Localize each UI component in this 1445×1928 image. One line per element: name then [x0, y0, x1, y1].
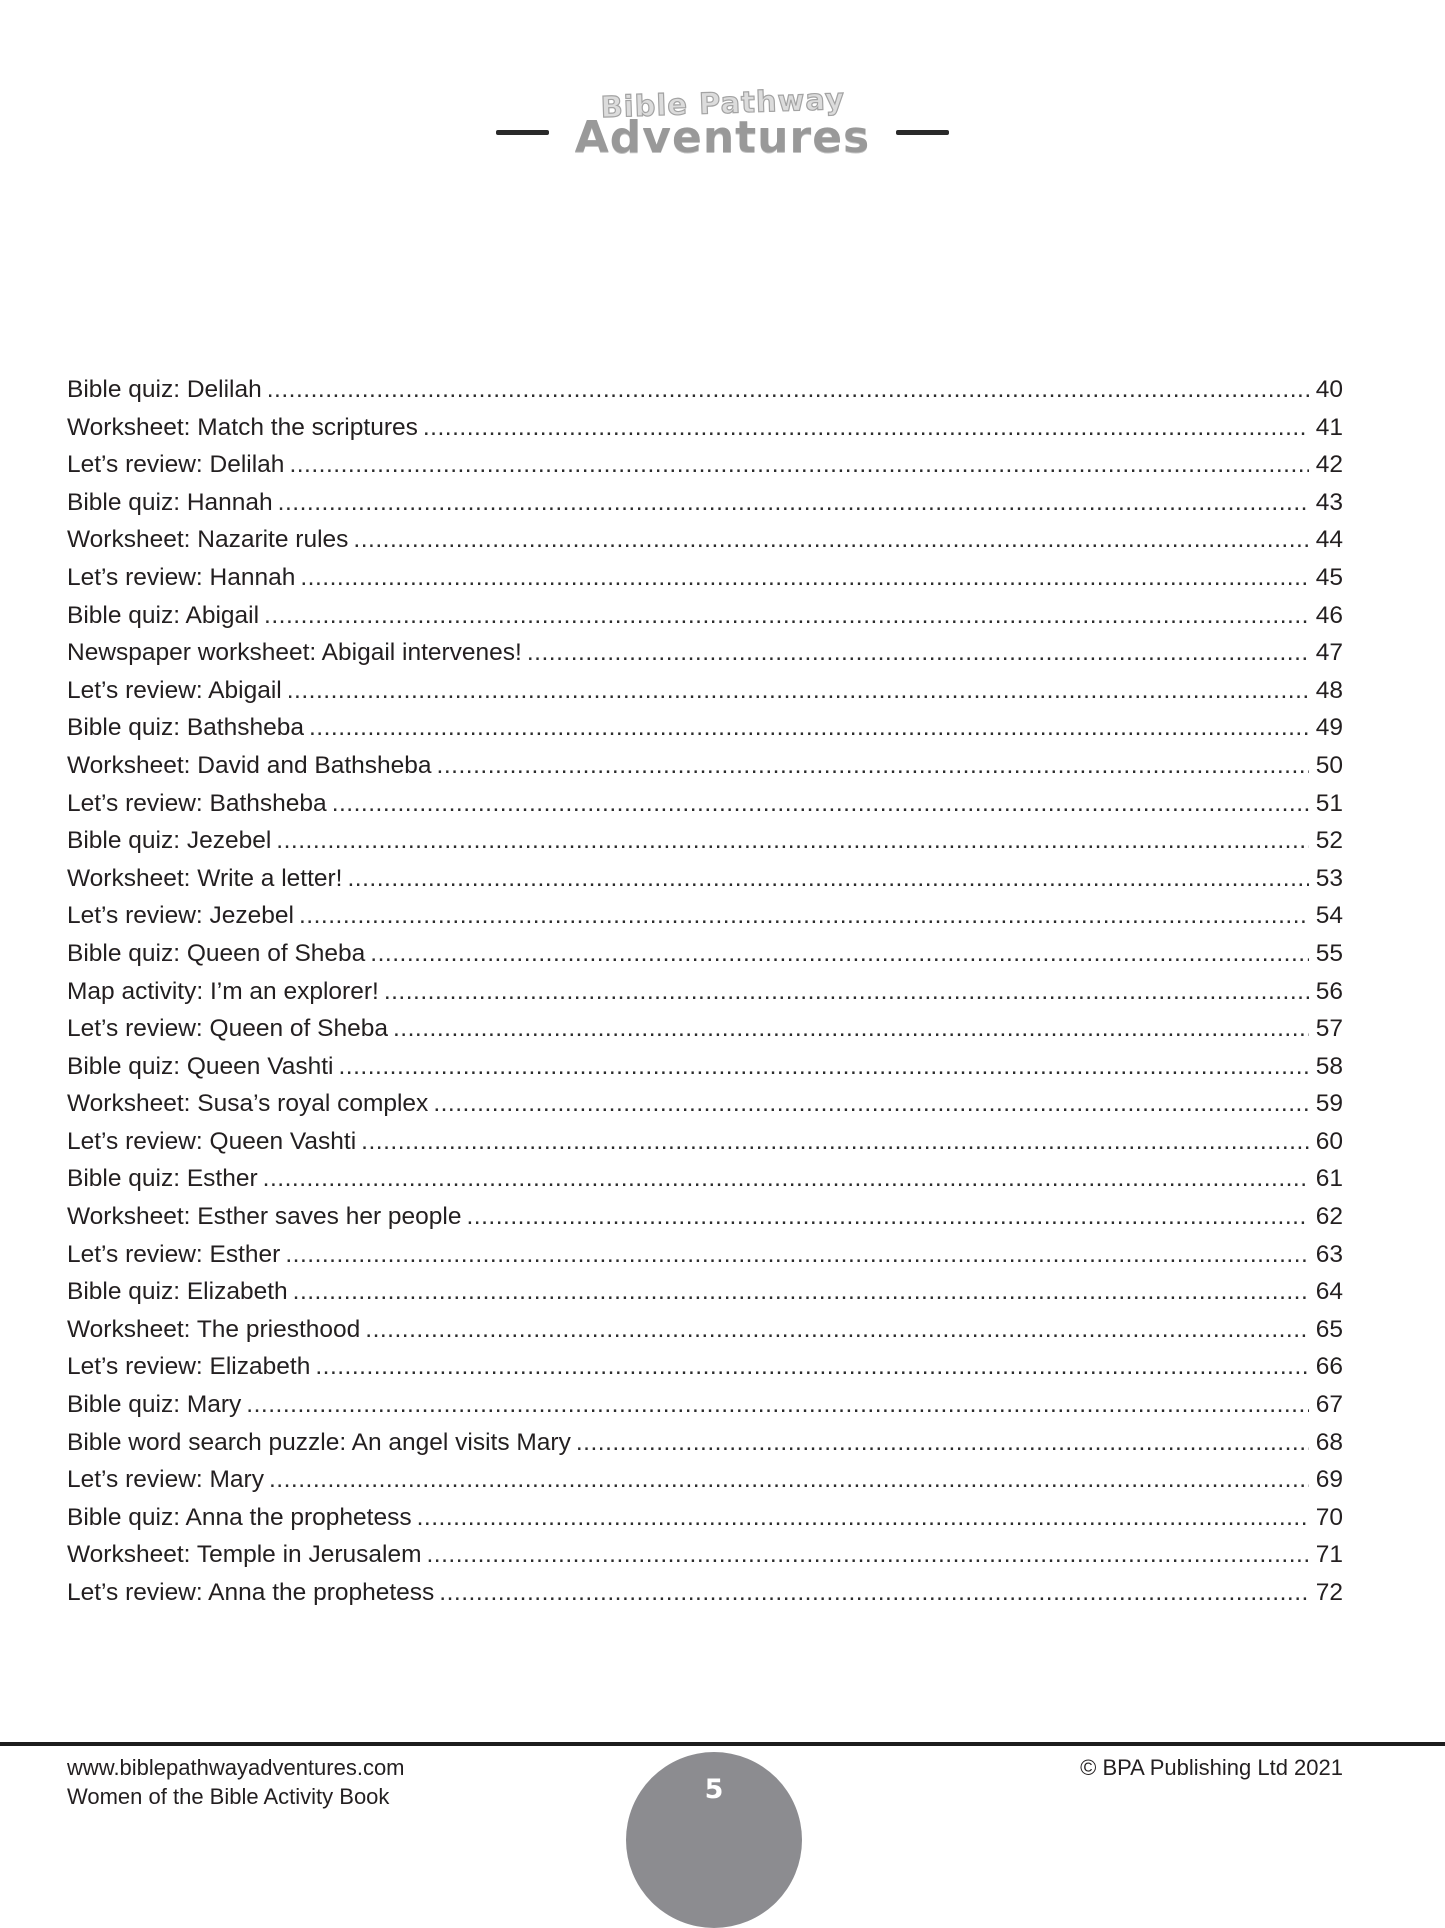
toc-entry — [67, 1311, 1343, 1349]
toc-entry — [67, 1386, 1343, 1424]
toc-entry — [67, 1424, 1343, 1462]
toc-entry-page: 41 — [1315, 413, 1343, 441]
toc-entry-page: 67 — [1315, 1391, 1343, 1419]
toc-entry-page: 57 — [1315, 1015, 1343, 1043]
toc-entry-title: Bible quiz: Queen Vashti — [67, 1052, 334, 1080]
toc-entry-page: 48 — [1315, 676, 1343, 704]
toc-entry-page: 51 — [1315, 789, 1343, 817]
toc-entry — [67, 897, 1343, 935]
toc-entry-title: Let’s review: Jezebel — [67, 902, 294, 930]
dot-leader — [365, 1311, 1308, 1349]
toc-entry-title: Let’s review: Bathsheba — [67, 789, 327, 817]
toc-entry-page: 72 — [1315, 1579, 1343, 1606]
dot-leader — [437, 747, 1309, 785]
footer-copyright: © BPA Publishing Ltd 2021 — [1080, 1755, 1343, 1780]
dot-leader — [278, 484, 1309, 522]
dot-leader — [439, 1574, 1308, 1612]
toc-entry-title: Worksheet: Nazarite rules — [67, 526, 349, 554]
dot-leader — [339, 1048, 1309, 1086]
toc-entry-page: 60 — [1315, 1127, 1343, 1155]
dot-leader — [353, 521, 1308, 559]
toc-entry-title: Bible quiz: Abigail — [67, 601, 260, 629]
toc-entry-page: 43 — [1315, 488, 1343, 516]
logo-line2: Adventures — [574, 112, 871, 163]
toc-entry-title: Let’s review: Hannah — [67, 563, 296, 591]
toc-entry-page: 40 — [1315, 376, 1343, 403]
toc-entry — [67, 785, 1343, 823]
dot-leader — [370, 935, 1308, 973]
logo-text — [574, 81, 871, 163]
toc-entry-page: 70 — [1315, 1503, 1343, 1531]
toc-entry-page: 59 — [1315, 1090, 1343, 1118]
toc-entry-page: 56 — [1315, 977, 1343, 1005]
toc-entry-page: 47 — [1315, 639, 1343, 667]
dot-leader — [427, 1536, 1309, 1574]
toc-entry — [67, 1160, 1343, 1198]
logo-dash-left — [496, 130, 549, 135]
toc-entry-title: Let’s review: Delilah — [67, 451, 285, 479]
toc-entry-title: Let’s review: Abigail — [67, 676, 282, 704]
toc-entry-page: 68 — [1315, 1428, 1343, 1456]
toc-entry-title: Worksheet: Esther saves her people — [67, 1203, 462, 1231]
toc-entry-title: Bible quiz: Anna the prophetess — [67, 1503, 412, 1531]
dot-leader — [384, 973, 1309, 1011]
toc-entry — [67, 1085, 1343, 1123]
toc-entry-title: Worksheet: Match the scriptures — [67, 413, 418, 441]
footer-website: www.biblepathwayadventures.com — [67, 1755, 405, 1780]
dot-leader — [246, 1386, 1308, 1424]
toc-entry-title: Let’s review: Queen Vashti — [67, 1127, 357, 1155]
toc-entry-title: Let’s review: Mary — [67, 1466, 264, 1494]
dot-leader — [348, 860, 1309, 898]
toc-entry — [67, 1574, 1343, 1612]
toc-entry-title: Let’s review: Esther — [67, 1240, 281, 1268]
toc-entry-page: 45 — [1315, 563, 1343, 591]
toc-entry-page: 53 — [1315, 864, 1343, 892]
dot-leader — [289, 446, 1308, 484]
dot-leader — [576, 1424, 1309, 1462]
dot-leader — [267, 371, 1309, 409]
footer-rule — [0, 1742, 1445, 1746]
logo-dash-right — [896, 130, 949, 135]
toc-entry — [67, 1273, 1343, 1311]
toc-entry — [67, 484, 1343, 522]
toc-entry-page: 55 — [1315, 939, 1343, 967]
toc-entry-page: 54 — [1315, 902, 1343, 930]
toc-entry-page: 50 — [1315, 751, 1343, 779]
page-number: 5 — [704, 1774, 724, 1805]
dot-leader — [299, 897, 1309, 935]
table-of-contents — [67, 371, 1343, 1612]
toc-entry-title: Newspaper worksheet: Abigail intervenes! — [67, 639, 522, 667]
toc-entry-title: Bible quiz: Delilah — [67, 376, 262, 403]
dot-leader — [276, 822, 1308, 860]
toc-entry — [67, 521, 1343, 559]
toc-entry-title: Worksheet: Write a letter! — [67, 864, 343, 892]
toc-entry-title: Bible quiz: Elizabeth — [67, 1278, 288, 1306]
toc-entry-title: Bible quiz: Jezebel — [67, 827, 272, 855]
logo-line1: Bible Pathway — [599, 81, 846, 125]
toc-entry-title: Worksheet: Temple in Jerusalem — [67, 1541, 422, 1569]
toc-entry-title: Bible quiz: Hannah — [67, 488, 273, 516]
toc-entry-page: 58 — [1315, 1052, 1343, 1080]
toc-entry-page: 46 — [1315, 601, 1343, 629]
publisher-logo — [0, 81, 1445, 163]
toc-entry — [67, 371, 1343, 409]
toc-entry — [67, 597, 1343, 635]
toc-entry — [67, 822, 1343, 860]
toc-entry-title: Let’s review: Elizabeth — [67, 1353, 311, 1381]
toc-entry-page: 62 — [1315, 1203, 1343, 1231]
toc-entry — [67, 409, 1343, 447]
toc-entry — [67, 1048, 1343, 1086]
toc-entry — [67, 1198, 1343, 1236]
toc-entry-page: 52 — [1315, 827, 1343, 855]
toc-entry — [67, 1123, 1343, 1161]
toc-entry-title: Bible quiz: Bathsheba — [67, 714, 304, 742]
page-number-badge — [626, 1752, 802, 1928]
dot-leader — [433, 1085, 1308, 1123]
toc-entry — [67, 1536, 1343, 1574]
toc-entry — [67, 446, 1343, 484]
toc-entry-title: Bible quiz: Mary — [67, 1391, 242, 1419]
toc-entry — [67, 1348, 1343, 1386]
toc-entry-page: 69 — [1315, 1466, 1343, 1494]
dot-leader — [423, 409, 1309, 447]
toc-entry — [67, 935, 1343, 973]
dot-leader — [527, 634, 1309, 672]
toc-entry-page: 42 — [1315, 451, 1343, 479]
toc-entry-title: Worksheet: David and Bathsheba — [67, 751, 432, 779]
dot-leader — [332, 785, 1309, 823]
toc-entry-page: 71 — [1315, 1541, 1343, 1569]
dot-leader — [269, 1461, 1309, 1499]
toc-entry — [67, 709, 1343, 747]
toc-entry-title: Let’s review: Anna the prophetess — [67, 1579, 435, 1606]
toc-entry — [67, 1010, 1343, 1048]
footer-left — [67, 1753, 405, 1811]
toc-entry-page: 65 — [1315, 1315, 1343, 1343]
dot-leader — [466, 1198, 1308, 1236]
toc-entry-title: Bible word search puzzle: An angel visits Mary — [67, 1428, 571, 1456]
dot-leader — [287, 672, 1309, 710]
dot-leader — [361, 1123, 1309, 1161]
dot-leader — [300, 559, 1308, 597]
dot-leader — [309, 709, 1309, 747]
dot-leader — [264, 597, 1309, 635]
toc-entry-title: Bible quiz: Esther — [67, 1165, 258, 1193]
toc-entry — [67, 559, 1343, 597]
toc-entry-title: Worksheet: The priesthood — [67, 1315, 361, 1343]
toc-entry — [67, 672, 1343, 710]
toc-entry-title: Let’s review: Queen of Sheba — [67, 1015, 388, 1043]
dot-leader — [293, 1273, 1309, 1311]
toc-entry — [67, 1236, 1343, 1274]
toc-entry — [67, 1461, 1343, 1499]
toc-entry-page: 49 — [1315, 714, 1343, 742]
toc-entry-title: Map activity: I’m an explorer! — [67, 977, 379, 1005]
footer-book-title: Women of the Bible Activity Book — [67, 1784, 390, 1809]
dot-leader — [285, 1236, 1308, 1274]
toc-entry — [67, 860, 1343, 898]
toc-entry — [67, 1499, 1343, 1537]
toc-entry-page: 61 — [1315, 1165, 1343, 1193]
toc-entry-title: Bible quiz: Queen of Sheba — [67, 939, 366, 967]
dot-leader — [263, 1160, 1309, 1198]
dot-leader — [417, 1499, 1309, 1537]
toc-entry-page: 66 — [1315, 1353, 1343, 1381]
dot-leader — [315, 1348, 1308, 1386]
toc-entry-title: Worksheet: Susa’s royal complex — [67, 1090, 429, 1118]
toc-entry-page: 64 — [1315, 1278, 1343, 1306]
toc-entry-page: 63 — [1315, 1240, 1343, 1268]
toc-entry — [67, 973, 1343, 1011]
toc-entry-page: 44 — [1315, 526, 1343, 554]
toc-entry — [67, 747, 1343, 785]
toc-entry — [67, 634, 1343, 672]
dot-leader — [393, 1010, 1309, 1048]
